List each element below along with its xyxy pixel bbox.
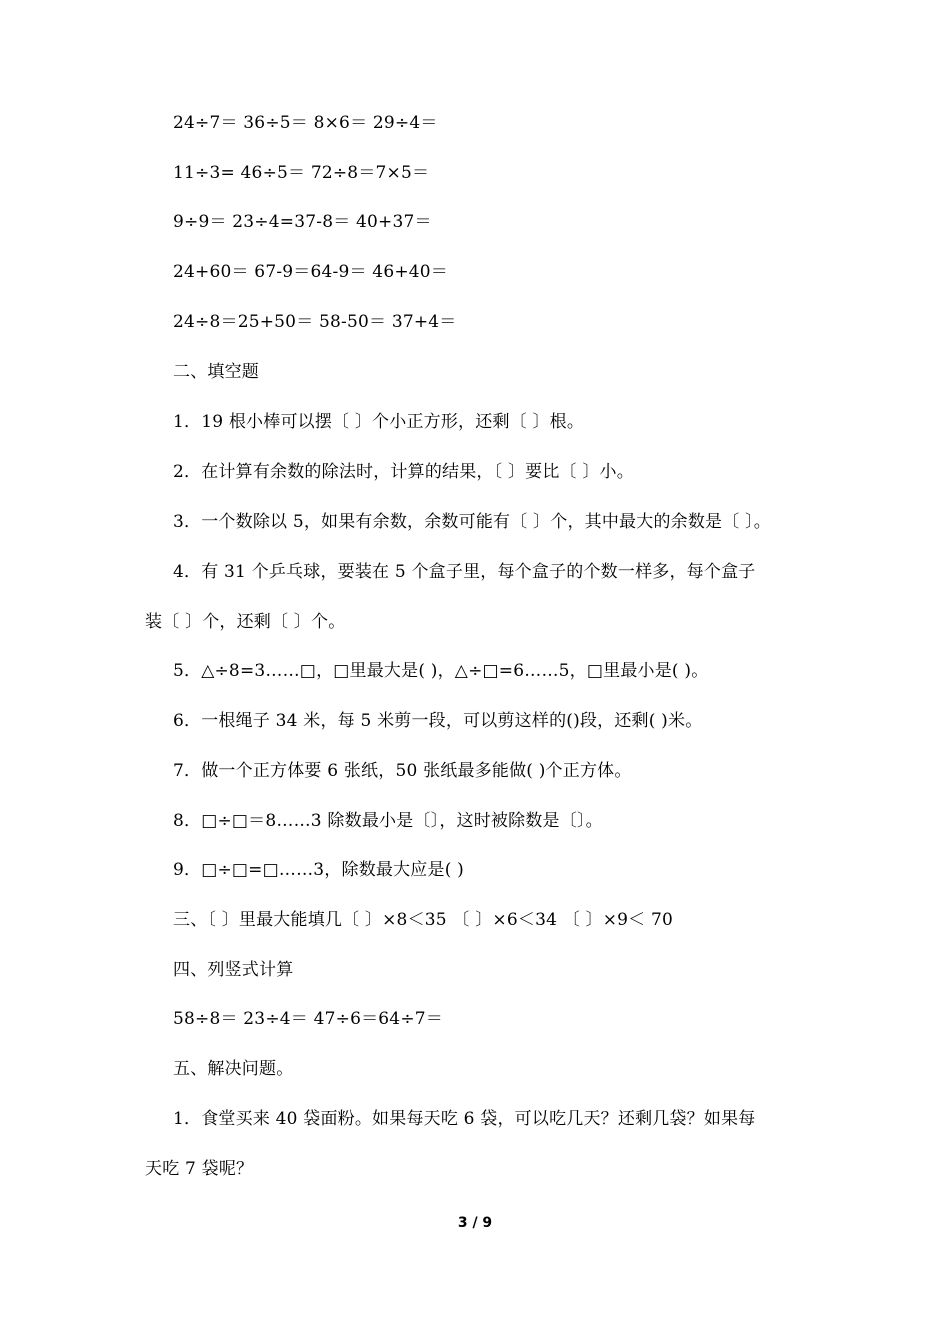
calc-row: 9÷9＝ 23÷4=37-8＝ 40+37＝	[173, 212, 432, 232]
question-item-continuation: 装〔 〕个，还剩〔 〕个。	[145, 612, 346, 632]
question-item: 6．一根绳子 34 米，每 5 米剪一段，可以剪这样的()段，还剩( )米。	[173, 711, 703, 731]
question-item: 8．□÷□＝8……3 除数最小是〔〕，这时被除数是〔〕。	[173, 811, 603, 831]
problem-item-continuation: 天吃 7 袋呢？	[145, 1159, 254, 1179]
section-heading-vertical-calc: 四、列竖式计算	[173, 960, 294, 980]
section-heading-fill-in: 二、填空题	[173, 362, 259, 382]
calc-row: 24÷7＝ 36÷5＝ 8×6＝ 29÷4＝	[173, 113, 438, 133]
question-item: 4．有 31 个乒乓球，要装在 5 个盒子里，每个盒子的个数一样多，每个盒子	[173, 562, 756, 582]
question-item: 5．△÷8=3……□，□里最大是( )，△÷□=6……5，□里最小是( )。	[173, 661, 709, 681]
section-heading-problems: 五、解决问题。	[173, 1059, 294, 1079]
question-item: 7．做一个正方体要 6 张纸，50 张纸最多能做( )个正方体。	[173, 761, 632, 781]
calc-row: 24÷8＝25+50＝ 58-50＝ 37+4＝	[173, 312, 457, 332]
page-number: 3 / 9	[457, 1215, 493, 1231]
question-item: 1．19 根小棒可以摆〔 〕个小正方形，还剩〔 〕根。	[173, 412, 585, 432]
question-item: 2．在计算有余数的除法时，计算的结果，〔 〕要比〔 〕小。	[173, 462, 634, 482]
calc-row: 58÷8＝ 23÷4＝ 47÷6＝64÷7＝	[173, 1009, 443, 1029]
question-item: 3．一个数除以 5，如果有余数，余数可能有〔 〕个，其中最大的余数是〔 〕。	[173, 512, 771, 532]
problem-item: 1．食堂买来 40 袋面粉。如果每天吃 6 袋，可以吃几天？还剩几袋？如果每	[173, 1109, 756, 1129]
question-item: 9．□÷□=□……3，除数最大应是( )	[173, 860, 464, 880]
calc-row: 11÷3= 46÷5＝ 72÷8＝7×5＝	[173, 163, 430, 183]
calc-row: 24+60＝ 67-9＝64-9＝ 46+40＝	[173, 262, 449, 282]
section-heading-max-fill: 三、〔 〕里最大能填几〔 〕×8＜35 〔 〕×6＜34 〔 〕×9＜ 70	[173, 910, 674, 930]
